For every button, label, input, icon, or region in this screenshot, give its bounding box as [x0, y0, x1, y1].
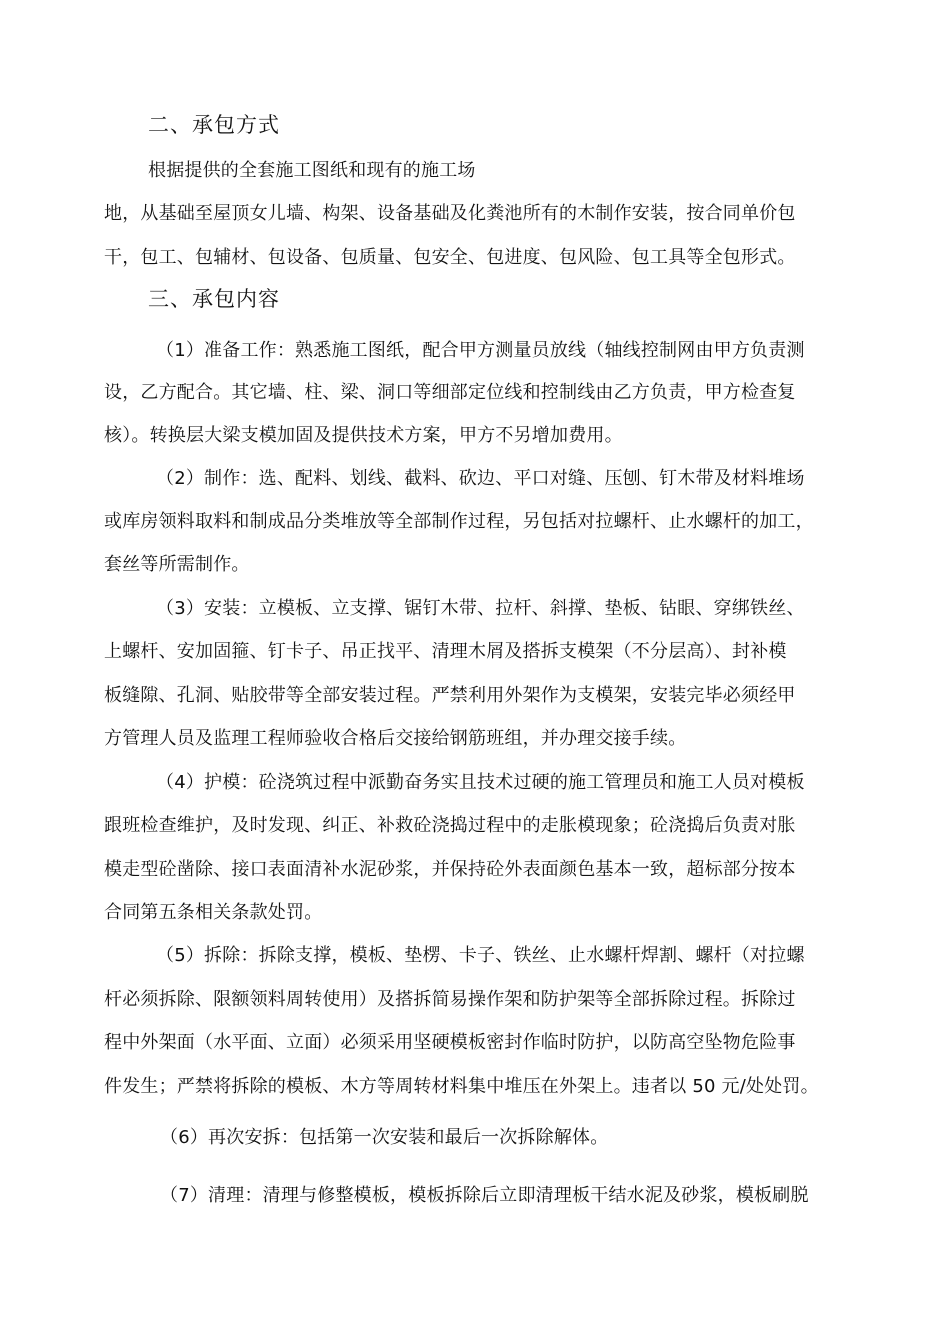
- item-4-line: （4）护模：砼浇筑过程中派勤奋务实且技术过硬的施工管理员和施工人员对模板: [156, 772, 805, 793]
- paragraph-line: 根据提供的全套施工图纸和现有的施工场: [148, 160, 476, 181]
- item-3-line: 上螺杆、安加固箍、钉卡子、吊正找平、清理木屑及搭拆支模架（不分层高）、封补模: [104, 641, 787, 662]
- item-5-line: （5）拆除：拆除支撑，模板、垫楞、卡子、铁丝、止水螺杆焊割、螺杆（对拉螺: [156, 945, 805, 966]
- item-2-line: （2）制作：选、配料、划线、截料、砍边、平口对缝、压刨、钉木带及材料堆场: [156, 468, 805, 489]
- section-heading-contract-content: 三、承包内容: [148, 287, 280, 311]
- paragraph-line: 地，从基础至屋顶女儿墙、构架、设备基础及化粪池所有的木制作安装，按合同单价包: [104, 203, 796, 224]
- item-6-line: （6）再次安拆：包括第一次安装和最后一次拆除解体。: [160, 1127, 609, 1148]
- item-2-line: 套丝等所需制作。: [104, 554, 250, 575]
- item-7-line: （7）清理：清理与修整模板，模板拆除后立即清理板干结水泥及砂浆，模板刷脱: [160, 1185, 809, 1206]
- item-4-line: 合同第五条相关条款处罚。: [104, 902, 323, 923]
- item-2-line: 或库房领料取料和制成品分类堆放等全部制作过程，另包括对拉螺杆、止水螺杆的加工，: [104, 511, 814, 532]
- item-4-line: 模走型砼凿除、接口表面清补水泥砂浆，并保持砼外表面颜色基本一致，超标部分按本: [104, 859, 796, 880]
- item-5-line: 程中外架面（水平面、立面）必须采用坚硬模板密封作临时防护，以防高空坠物危险事: [104, 1032, 796, 1053]
- item-3-line: 方管理人员及监理工程师验收合格后交接给钢筋班组，并办理交接手续。: [104, 728, 687, 749]
- item-5-line: 杆必须拆除、限额领料周转使用）及搭拆简易操作架和防护架等全部拆除过程。拆除过: [104, 989, 796, 1010]
- item-1-line: 设，乙方配合。其它墙、柱、梁、洞口等细部定位线和控制线由乙方负责，甲方检查复: [104, 382, 796, 403]
- item-1-line: 核）。转换层大梁支模加固及提供技术方案，甲方不另增加费用。: [104, 425, 623, 446]
- item-5-line: 件发生；严禁将拆除的模板、木方等周转材料集中堆压在外架上。违者以 50 元/处处罚。: [104, 1076, 819, 1097]
- paragraph-line: 干，包工、包辅材、包设备、包质量、包安全、包进度、包风险、包工具等全包形式。: [104, 247, 796, 268]
- item-4-line: 跟班检查维护，及时发现、纠正、补救砼浇捣过程中的走胀模现象；砼浇捣后负责对胀: [104, 815, 796, 836]
- item-3-line: 板缝隙、孔洞、贴胶带等全部安装过程。严禁利用外架作为支模架，安装完毕必须经甲: [104, 685, 796, 706]
- item-3-line: （3）安装：立模板、立支撑、锯钉木带、拉杆、斜撑、垫板、钻眼、穿绑铁丝、: [156, 598, 805, 619]
- section-heading-contract-method: 二、承包方式: [148, 113, 280, 137]
- item-1-line: （1）准备工作：熟悉施工图纸，配合甲方测量员放线（轴线控制网由甲方负责测: [156, 340, 805, 361]
